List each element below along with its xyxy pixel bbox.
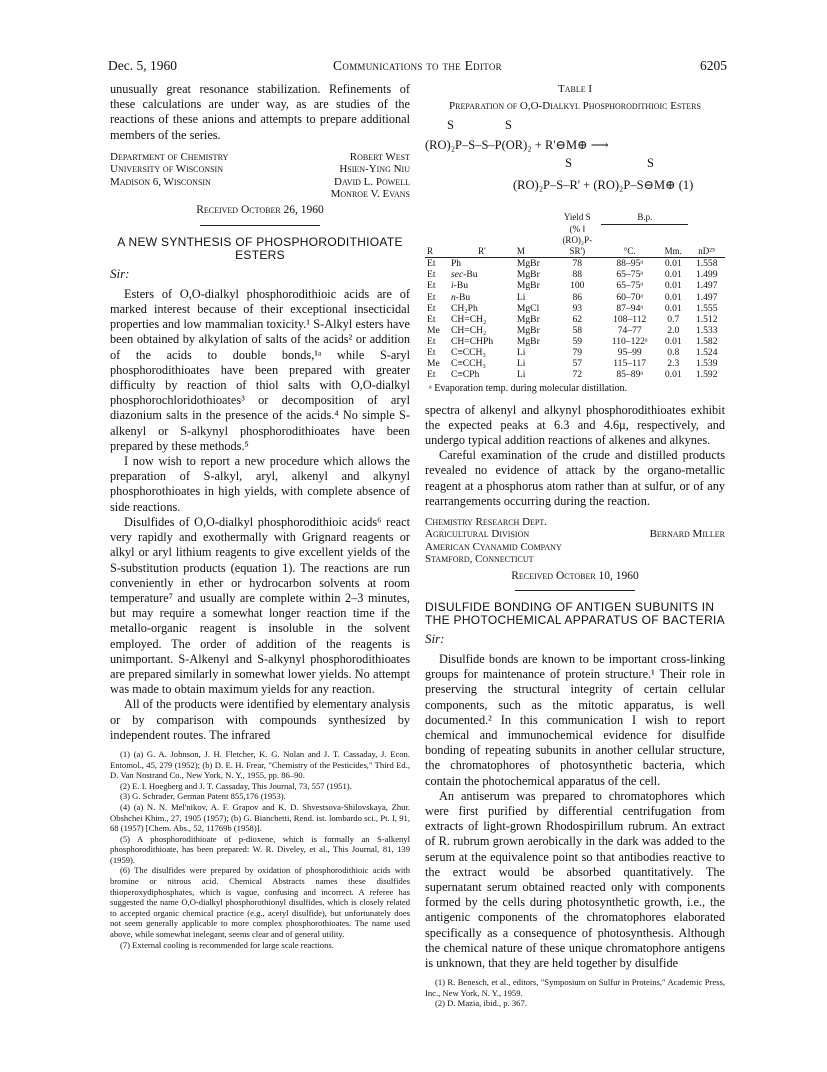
table-cell: C≡CPh: [450, 369, 480, 381]
table-row: [425, 336, 725, 347]
table-cell: 65–75ᵃ: [616, 269, 643, 281]
table-cell: Li: [516, 347, 526, 359]
table-cell: 85–89ᵃ: [616, 369, 643, 381]
reaction-equation: [425, 114, 725, 210]
section-title: Communications to the Editor: [333, 58, 502, 73]
page-number: 6205: [700, 58, 727, 73]
column-header: B.p.: [601, 212, 688, 224]
sulfur-label: S: [647, 156, 654, 171]
column-header: R: [427, 246, 434, 257]
section-divider: [200, 225, 320, 226]
affiliation-line: Agricultural Division: [425, 528, 530, 541]
table-cell: 1.497: [695, 280, 718, 292]
table-cell: MgBr: [516, 335, 540, 347]
table-row: [425, 358, 725, 369]
table-cell: sec-Bu: [450, 269, 478, 281]
table-cell: CH=CH₂: [450, 313, 487, 325]
author-name: Robert West: [349, 150, 410, 163]
table-cell: Et: [427, 347, 436, 359]
author-name: David L. Powell: [334, 175, 410, 188]
footnote: (1) (a) G. A. Johnson, J. H. Fletcher, K. G. Nolan and J. T. Cassaday, J. Econ. Entomol., 45, 279 (1952); (b) D. E. H. Frear, "Chemistry of the Pesticides," Third Ed., D. Van Nostrand Co., New York, N. Y., 1955, pp. 86–90.: [110, 748, 410, 781]
column-header: (% ‖: [569, 224, 585, 234]
table-row: [425, 314, 725, 325]
author-name: Monroe V. Evans: [330, 188, 410, 201]
table-cell: 60–70ᵃ: [616, 291, 643, 303]
table-cell: 1.512: [695, 313, 718, 325]
table-cell: 88–95ᵃ: [601, 258, 658, 270]
sulfur-label: S: [565, 156, 572, 171]
table-cell: n-Bu: [450, 291, 471, 303]
table-row: [425, 369, 725, 380]
table-cell: 0.8: [667, 347, 680, 359]
table-cell: 1.497: [695, 291, 718, 303]
table-cell: Et: [427, 280, 436, 292]
author-block-2: [425, 516, 725, 566]
table-cell: 79: [572, 347, 583, 359]
left-column: [110, 82, 410, 950]
table-cell: 2.3: [667, 358, 680, 370]
sulfur-label: S: [505, 118, 512, 133]
table-cell: 1.533: [695, 324, 718, 336]
table-label: Table I: [557, 83, 593, 95]
table-cell: 74–77: [617, 324, 642, 336]
article-title: A NEW SYNTHESIS OF PHOSPHORODITHIOATE ESTERS: [117, 234, 403, 262]
equation-line-2: (RO)₂P–S–R' + (RO)₂P–S⊖M⊕ (1): [513, 178, 694, 193]
affiliation-line: Department of Chemistry: [110, 150, 229, 163]
right-column: [425, 82, 725, 1009]
section-divider: [515, 590, 635, 591]
author-name: Hsien-Ying Niu: [339, 163, 410, 176]
table-cell: 59: [572, 335, 583, 347]
table-cell: 100: [570, 280, 585, 292]
table-cell: 1.539: [695, 358, 718, 370]
footnote: (5) A phosphorodithioate of p-dioxene, which is formally an S-alkenyl phosphorodithioate, has been prepared: W. R. Diveley, et al., This Journal, 81, 139 (1959).: [110, 833, 410, 865]
table-cell: 78: [553, 258, 601, 270]
table-cell: 62: [572, 313, 583, 325]
footnotes: [425, 977, 725, 1009]
footnote: (7) External cooling is recommended for large scale reactions.: [120, 939, 334, 950]
table-cell: 65–75ᵃ: [616, 280, 643, 292]
table-cell: Et: [427, 269, 436, 281]
table-cell: Me: [427, 358, 440, 370]
table-cell: 0.01: [664, 269, 682, 281]
salutation: Sir:: [110, 265, 130, 281]
column-header: SR'): [569, 246, 586, 257]
table-cell: 0.01: [664, 302, 682, 314]
table-row: [425, 303, 725, 314]
author-name: Bernard Miller: [649, 528, 725, 541]
received-date: Received October 10, 1960: [511, 569, 639, 582]
table-title: Preparation of O,O-Dialkyl Phosphorodithioic Esters: [449, 100, 701, 113]
table-cell: 115–117: [613, 358, 647, 370]
table-cell: 87–94ᵃ: [616, 302, 643, 314]
table-row: [425, 292, 725, 303]
table-cell: 108–112: [613, 313, 647, 325]
table-cell: MgBr: [516, 313, 540, 325]
intro-paragraph: unusually great resonance stabilization. Refinements of these calculations are under way, as are studies of the reactions of these anions and attempts to prepare additional members of the series.: [110, 82, 410, 142]
table-cell: 0.7: [667, 313, 680, 325]
table-cell: 1.582: [695, 335, 718, 347]
issue-date: Dec. 5, 1960: [108, 58, 177, 73]
column-header: M: [516, 246, 525, 257]
table-cell: 1.524: [695, 347, 718, 359]
table-cell: Li: [516, 369, 526, 381]
column-header: Yield S: [563, 212, 591, 223]
table-cell: 58: [572, 324, 583, 336]
table-cell: Et: [427, 369, 436, 381]
table-cell: Et: [427, 291, 436, 303]
affiliation-line: University of Wisconsin: [110, 163, 223, 176]
body-paragraph: spectra of alkenyl and alkynyl phosphorodithioates exhibit the expected peaks at 6.3 and 4.6μ, respectively, and undergo typical addition reactions of alkenes and alkynes.: [425, 402, 725, 447]
table-cell: 0.01: [664, 369, 682, 381]
running-header: [108, 58, 727, 78]
table-cell: CH₂Ph: [450, 302, 478, 314]
column-header: nD²⁵: [698, 246, 716, 257]
body-paragraph: I now wish to report a new procedure which allows the preparation of S-alkyl, aryl, alkenyl and alkynyl phosphorothioates in high yields, with complete absence of side reactions.: [110, 454, 410, 514]
footnote: (6) The disulfides were prepared by oxidation of phosphorodithioic acids with bromine or nitrous acid. Chemical Abstracts names these disulfides thioperoxydiphosphates, which is vague, confusing and incorrect. A referee has suggested the name O,O-dialkyl phosphorothionyl disulfides, which is closely related to accepted organic chemical practice (e.g., acetyl disulfide), but unfortunately does not seem generally applicable to more complex phosphorothioates. The name used above, while somewhat inelegant, seems clear and of general utility.: [110, 865, 410, 940]
column-header: R': [478, 246, 486, 257]
affiliation-line: Madison 6, Wisconsin: [110, 175, 211, 188]
table-cell: 72: [572, 369, 583, 381]
column-header: Mm.: [664, 246, 682, 257]
table-cell: 57: [572, 358, 583, 370]
table-cell: i-Bu: [450, 280, 469, 292]
table-cell: MgBr: [516, 269, 540, 281]
table-cell: MgBr: [515, 258, 553, 270]
body-paragraph: Esters of O,O-dialkyl phosphorodithioic acids are of marked interest because of their exceptional insecticidal properties and low mammalian toxicity.¹ S-Alkyl esters have been obtained by alkylation of salts of the acids² or addition of the acids to double bonds,¹ᵃ while S-aryl phosphorodithioates have been prepared with greater difficulty by reaction of thiol salts with O,O-dialkyl phosphorochloridothioates³ or decomposition of aryl diazonium salts in the presence of the acids.⁴ No simple S-alkenyl or S-alkynyl phosphorodithioates have been prepared by these methods.⁵: [110, 286, 410, 453]
table-footnote: ᵃ Evaporation temp. during molecular distillation.: [429, 383, 627, 395]
table-cell: 2.0: [667, 324, 680, 336]
table-cell: 93: [572, 302, 583, 314]
table-cell: 1.592: [695, 369, 718, 381]
table-cell: Me: [427, 324, 440, 336]
table-cell: 1.499: [695, 269, 718, 281]
table-cell: 110–122ᵃ: [611, 335, 648, 347]
column-header: (RO)₂P-: [562, 235, 593, 246]
table-cell: 95–99: [617, 347, 642, 359]
body-paragraph: Careful examination of the crude and distilled products revealed no evidence of attack by the organo-metallic reagent at a phosphorus atom rather than at sulfur, or of any rearrangements occurring during the reaction.: [425, 448, 725, 508]
table-row: [425, 347, 725, 358]
footnote: (1) R. Benesch, et al., editors, "Symposium on Sulfur in Proteins," Academic Press, Inc., New York, N. Y., 1959.: [425, 977, 725, 998]
body-paragraph: All of the products were identified by elementary analysis or by comparison with compounds synthesized by independent routes. The infrared: [110, 697, 410, 742]
table-cell: MgCl: [516, 302, 540, 314]
received-date: Received October 26, 1960: [196, 204, 324, 217]
table-cell: MgBr: [516, 280, 540, 292]
table-cell: 0.01: [664, 291, 682, 303]
table-cell: MgBr: [516, 324, 540, 336]
column-header: °C.: [623, 246, 636, 257]
salutation: Sir:: [425, 630, 445, 646]
results-table: [425, 212, 725, 380]
affiliation-line: Stamford, Connecticut: [425, 553, 534, 566]
article-title: DISULFIDE BONDING OF ANTIGEN SUBUNITS IN THE PHOTOCHEMICAL APPARATUS OF BACTERIA: [425, 599, 725, 627]
table-cell: C≡CCH₃: [450, 347, 486, 359]
author-block-1: [110, 151, 410, 201]
table-cell: CH=CH₂: [450, 324, 487, 336]
footnote: (3) G. Schrader, German Patent 855,176 (1953).: [120, 791, 286, 802]
table-cell: 0.01: [658, 258, 688, 270]
footnotes: [110, 749, 410, 950]
table-cell: Li: [516, 358, 526, 370]
body-paragraph: An antiserum was prepared to chromatophores which were first purified by differential centrifugation from extracts of light-grown Rhodospirillum rubrum. An extract of R. rubrum grown aerobically in the dark was added to the serum at the equivalence point so that antibodies reactive to the extract would be absorbed quantitatively. The supernatant serum obtained reacted only with components formed by the cells during photosynthetic growth, i.e., the antigenic components of the chromatophores elaborated specifically as a consequence of photosynthesis. Although the chemical nature of these unique chromatophore antigens is unknown, that they are held together by disulfide: [425, 788, 725, 971]
sulfur-label: S: [447, 118, 454, 133]
table-cell: CH=CHPh: [450, 335, 494, 347]
equation-line-1: (RO)₂P–S–S–P(OR)₂ + R'⊖M⊕ ⟶: [425, 138, 609, 153]
table-cell: Li: [516, 291, 526, 303]
table-cell: 1.558: [688, 258, 725, 270]
footnote: (2) D. Mazia, ibid., p. 367.: [435, 998, 527, 1009]
table-row: [425, 258, 725, 270]
table-cell: 86: [572, 291, 583, 303]
table-cell: Ph: [449, 258, 515, 270]
table-row: [425, 325, 725, 336]
table-row: [425, 269, 725, 280]
table-cell: Et: [427, 313, 436, 325]
footnote: (2) E. I. Hoegberg and J. T. Cassaday, This Journal, 73, 557 (1951).: [120, 780, 352, 791]
body-paragraph: Disulfide bonds are known to be important cross-linking groups for maintenance of protein structure.¹ Their role in preserving the structural integrity of certain cellular components, such as the mitotic apparatus, is well documented.² In this communication I wish to report chemical and immunochemical evidence for disulfide bonding of repeating subunits in another cellular structure, the chromatophores of photosynthetic bacteria, which contain the photochemical apparatus of the cell.: [425, 651, 725, 788]
table-cell: 1.555: [695, 302, 718, 314]
affiliation-line: American Cyanamid Company: [425, 540, 562, 553]
table-cell: 88: [572, 269, 583, 281]
table-cell: Et: [425, 258, 449, 270]
table-cell: 0.01: [664, 280, 682, 292]
table-cell: C≡CCH₃: [450, 358, 486, 370]
affiliation-line: Chemistry Research Dept.: [425, 515, 547, 528]
table-cell: Et: [427, 302, 436, 314]
footnote: (4) (a) N. N. Mel'nikov, A. F. Grapov and K. D. Shvestsova-Shilovskaya, Zhur. Obshchei Khim., 27, 1905 (1957); (b) G. Bianchetti, Rend. ist. lombardo sci., Pt. I, 91, 68 (1957) [Chem. Abs., 52, 11769b (1958)].: [110, 801, 410, 834]
table-row: [425, 280, 725, 291]
table-cell: 0.01: [664, 335, 682, 347]
table-cell: Et: [427, 335, 436, 347]
body-paragraph: Disulfides of O,O-dialkyl phosphorodithioic acids⁶ react very rapidly and exothermally with Grignard reagents or alkyl or aryl lithium reagents to give excellent yields of the S-substitution products (equation 1). The reactions are run conveniently in ether or hydrocarbon solvents at room temperature⁷ and usually are complete within 2–3 minutes, but may require a somewhat longer reaction time if the metallo-organic reagent is insoluble in the solvent employed. The order of addition of the reagents is unimportant. S-Alkenyl and S-alkynyl phosphorodithioates are prepared similarly in somewhat lower yields. No attempt was made to obtain maximum yields for any reaction.: [110, 514, 410, 697]
